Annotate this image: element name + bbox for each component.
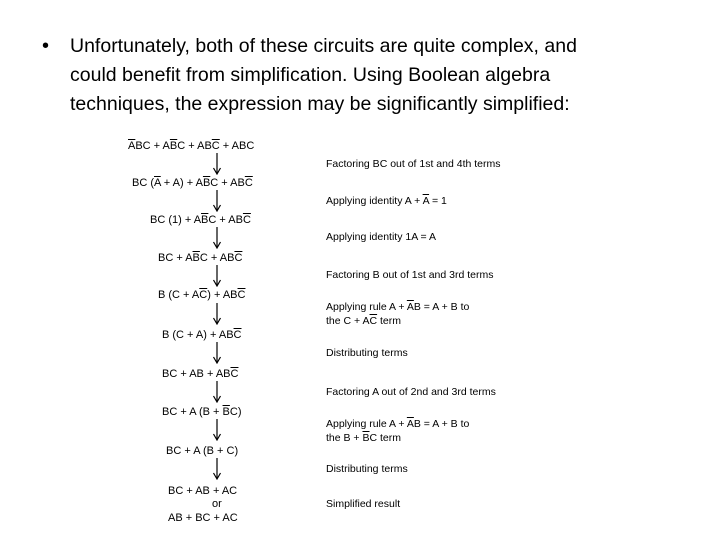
expression-step-8: BC + A $(B + \overline{B}C)$: [162, 406, 242, 418]
note-8: Applying rule $A + \overline{A}B = A + B$ to the $B + \overline{B}C$ term: [326, 418, 470, 444]
expression-step-2: BC $(\overline{A} + A) + A\overline{B}C + AB\overline{C}$: [132, 177, 253, 189]
note-9: Distributing terms: [326, 463, 408, 475]
intro-line-1: Unfortunately, both of these circuits are quite complex, and: [70, 35, 577, 57]
final-or: or: [212, 498, 222, 510]
expression-step-5: B $(C + A\overline{C}) + AB\overline{C}$: [158, 289, 246, 301]
expression-step-3: BC $(1) + A\overline{B}C + AB\overline{C}$: [150, 214, 251, 226]
expression-step-9: BC + A (B + C): [166, 445, 239, 457]
expression-step-7: BC + AB + $AB\overline{C}$: [162, 368, 239, 380]
note-1: Factoring BC out of 1st and 4th terms: [326, 158, 501, 170]
bullet-symbol: •: [42, 35, 50, 57]
note-10: Simplified result: [326, 498, 401, 510]
intro-line-3: techniques, the expression may be significantly simplified:: [70, 93, 570, 115]
down-arrow-icon: [212, 190, 222, 212]
down-arrow-icon: [212, 227, 222, 249]
note-7: Factoring A out of 2nd and 3rd terms: [326, 386, 496, 398]
expression-step-4: BC + $A\overline{B}C + AB\overline{C}$: [158, 252, 243, 264]
intro-line-2: could benefit from simplification. Using Boolean algebra: [70, 64, 551, 86]
note-4: Factoring B out of 1st and 3rd terms: [326, 269, 494, 281]
note-6: Distributing terms: [326, 347, 408, 359]
down-arrow-icon: [212, 265, 222, 287]
down-arrow-icon: [212, 419, 222, 441]
final-expression-1: BC + AB + AC: [168, 485, 238, 497]
note-2: Applying identity $A + \overline{A} = 1$: [326, 195, 447, 207]
expression-step-6: B $(C + A) + AB\overline{C}$: [162, 329, 242, 341]
down-arrow-icon: [212, 303, 222, 325]
note-5: Applying rule $A + \overline{A}B = A + B$ to the $C + A\overline{C}$ term: [326, 301, 470, 327]
note-3: Applying identity 1A = A: [326, 231, 437, 243]
down-arrow-icon: [212, 153, 222, 175]
down-arrow-icon: [212, 458, 222, 480]
down-arrow-icon: [212, 342, 222, 364]
expression-step-1: $\overline{A}BC + A\overline{B}C + AB\overline{C}$ + ABC: [128, 140, 255, 152]
final-expression-2: AB + BC + AC: [168, 512, 238, 524]
down-arrow-icon: [212, 381, 222, 403]
